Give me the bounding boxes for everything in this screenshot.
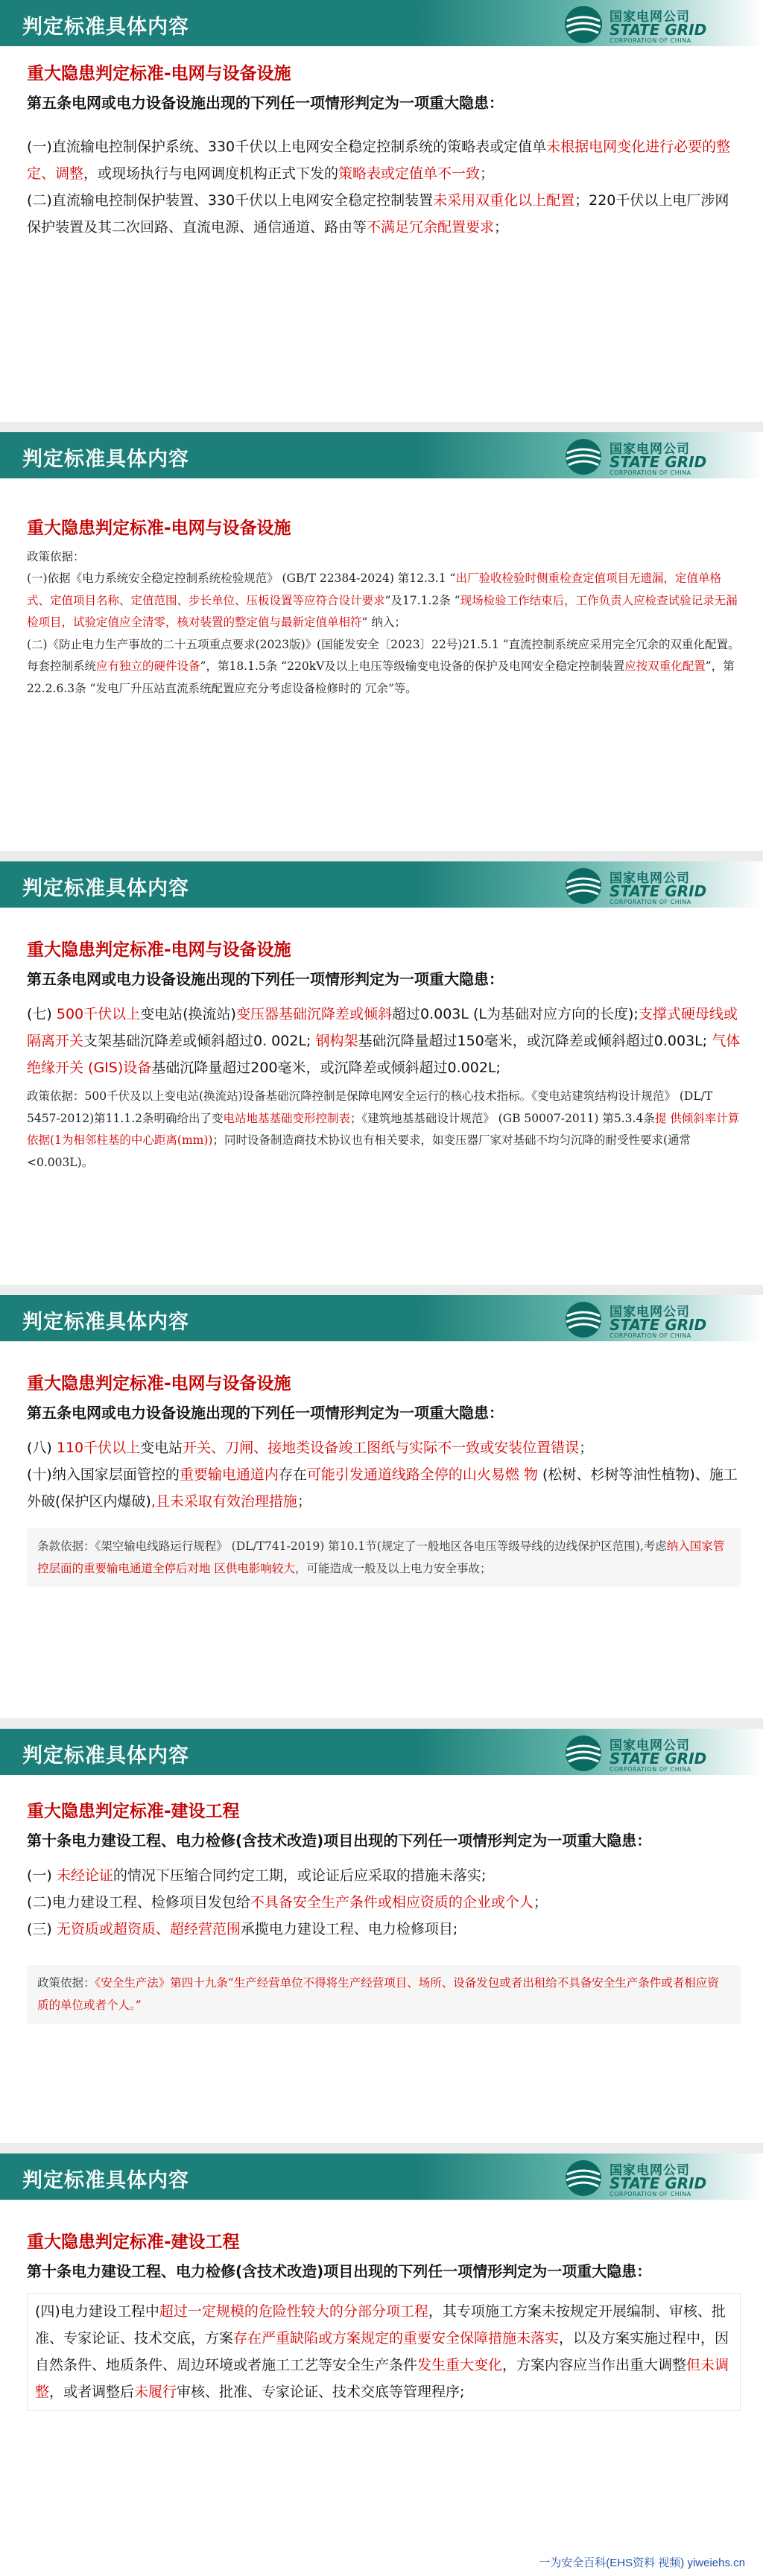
logo-en: STATE GRID	[610, 21, 707, 39]
logo-cn: 国家电网公司	[610, 871, 690, 886]
logo-cn: 国家电网公司	[610, 1738, 690, 1753]
header-title: 判定标准具体内容	[22, 1311, 189, 1334]
slide-6-content	[27, 2228, 741, 2411]
highlight: 开关、刀闸、接地类设备竣工图纸与实际不一致或安装位置错误	[183, 1440, 580, 1456]
section-heading: 重大隐患判定标准-电网与设备设施	[27, 64, 291, 83]
text: 承揽电力建设工程、电力检修项目;	[240, 1921, 458, 1938]
header-title: 判定标准具体内容	[22, 2169, 189, 2192]
highlight: 策略表或定值单不一致	[338, 165, 481, 183]
text: ；同时设备制造商技术协议也有相关要求，如变压器厂家对基础不均匀沉降的耐受性要求(通常<0.003L)。	[27, 1133, 691, 1169]
logo-en: STATE GRID	[610, 882, 707, 900]
clause-4	[27, 2293, 741, 2411]
text: ；	[533, 1894, 548, 1911]
highlight: 出厂验收检验时侧重检查定值项目无遗漏，定值单格式、定值项目名称、定值范围、步长单位、压板设置等应符合设计要求	[27, 572, 721, 607]
text: ，方案内容应当作出重大调整	[502, 2357, 687, 2374]
header-title: 判定标准具体内容	[22, 877, 189, 900]
slide-5-content	[27, 1797, 741, 2024]
clause-3	[27, 1916, 741, 1943]
text: 支架基础沉降差或倾斜超过0. 002L;	[83, 1033, 316, 1050]
text: 变电站	[140, 1440, 183, 1456]
text: (二)直流输电控制保护装置、330千伏以上电网安全稳定控制装置	[27, 192, 434, 209]
clause-7	[27, 1001, 741, 1081]
section-subheading: 第五条电网或电力设备设施出现的下列任一项情形判定为一项重大隐患：	[27, 970, 504, 988]
text: 存在	[278, 1466, 307, 1484]
text: ，其专项施工方案未按规定开展编制、审核、批准、专家论证、技术交底，方案	[35, 2303, 726, 2347]
clause-1	[27, 1862, 741, 1889]
highlight: 提 供倾斜率计算依据(1为相邻柱基的中心距离(mm))	[27, 1111, 740, 1148]
highlight: 《安全生产法》第四十九条“生产经营单位不得将生产经营项目、场所、设备发包或者出租给不具备安全生产条件或者相应资质的单位或者个人。”	[37, 1976, 719, 2012]
footer-watermark: 一为安全百科(EHS资料 视频) yiweiehs.cn	[539, 2557, 745, 2569]
slide-2-content	[27, 514, 741, 700]
highlight: 应按双重化配置	[624, 659, 706, 674]
section-subheading: 第十条电力建设工程、电力检修(含技术改造)项目出现的下列任一项情形判定为一项重大隐患：	[27, 2262, 652, 2280]
logo	[563, 866, 742, 909]
text: (一)依据《电力系统安全稳定控制系统检验规范》 (GB/T 22384-2024) 第12.3.1 “	[27, 572, 456, 586]
clause-10	[27, 1461, 741, 1515]
text: (二)《防止电力生产事故的二十五项重点要求(2023版)》(国能发安全〔2023〕22号)21.5.1 “直流控制系统应采用完全冗余的双重化配置。每套控制系统	[27, 637, 740, 674]
highlight: 现场检验工作结束后，工作负责人应检查试验记录无漏检项目，试验定值应全清零，核对装置的整定值与最新定值单相符	[27, 593, 738, 630]
text: ”及17.1.2条 “	[384, 593, 460, 607]
slide-divider	[0, 851, 763, 861]
text: (八)	[27, 1440, 57, 1456]
text: 政策依据：	[37, 1976, 95, 1990]
slide-4-content	[27, 1370, 741, 1587]
highlight: 钢构架	[315, 1033, 358, 1050]
logo	[563, 1733, 742, 1776]
basis-2	[27, 634, 741, 700]
state-grid-globe-icon	[563, 437, 604, 477]
state-grid-globe-icon	[563, 1733, 604, 1773]
highlight: ,且未采取有效治理措施	[151, 1493, 297, 1510]
text: 基础沉降量超过200毫米，或沉降差或倾斜超过0.002L;	[151, 1060, 501, 1077]
slide-5	[0, 1729, 763, 2143]
text: (一)	[27, 1867, 57, 1884]
text: 审核、批准、专家论证、技术交底等管理程序;	[177, 2384, 465, 2401]
section-heading: 重大隐患判定标准-建设工程	[27, 1802, 240, 1821]
basis-1	[27, 568, 741, 633]
logo-cn: 国家电网公司	[610, 2163, 690, 2178]
section-heading: 重大隐患判定标准-建设工程	[27, 2232, 240, 2252]
highlight: 110千伏以上	[56, 1440, 141, 1456]
text: (三)	[27, 1921, 57, 1938]
basis	[27, 1086, 741, 1174]
clause-2	[27, 187, 741, 241]
logo-sub: CORPORATION OF CHINA	[610, 37, 691, 44]
basis	[27, 1528, 741, 1587]
section-heading: 重大隐患判定标准-电网与设备设施	[27, 519, 291, 538]
text: 基础沉降量超过150毫米，或沉降差或倾斜超过0.003L;	[358, 1033, 712, 1050]
state-grid-globe-icon	[563, 2158, 604, 2198]
logo-cn: 国家电网公司	[610, 442, 690, 457]
section-heading: 重大隐患判定标准-电网与设备设施	[27, 1374, 291, 1393]
state-grid-globe-icon	[563, 1300, 604, 1340]
slide-6	[0, 2153, 763, 2576]
text: (二)电力建设工程、检修项目发包给	[27, 1894, 250, 1911]
text: ，以及方案实施过程中，因自然条件、地质条件、周边环境或者施工工艺等安全生产条件	[35, 2330, 729, 2374]
logo-sub: CORPORATION OF CHINA	[610, 469, 691, 476]
header-title: 判定标准具体内容	[22, 448, 189, 471]
highlight: 但未调整	[35, 2357, 729, 2401]
basis-label: 政策依据：	[27, 550, 85, 563]
section-heading: 重大隐患判定标准-电网与设备设施	[27, 940, 291, 960]
state-grid-globe-icon	[563, 866, 604, 906]
text: ；	[297, 1493, 311, 1510]
text: (松树、杉树等油性植物)、施工外破(保护区内爆破)	[27, 1466, 738, 1510]
slide-divider	[0, 422, 763, 432]
header-title: 判定标准具体内容	[22, 1744, 189, 1768]
highlight: 未采用双重化以上配置	[433, 192, 575, 209]
highlight: 变压器基础沉降差或倾斜	[235, 1006, 392, 1022]
highlight: 未根据电网变化进行必要的整定、调整	[27, 139, 731, 183]
highlight: 应有独立的硬件设备	[96, 659, 200, 674]
section-subheading: 第十条电力建设工程、电力检修(含技术改造)项目出现的下列任一项情形判定为一项重大隐患：	[27, 1832, 652, 1849]
text: 的情况下压缩合同约定工期，或论证后应采取的措施未落实;	[113, 1867, 487, 1884]
text: ，或现场执行与电网调度机构正式下发的	[83, 165, 339, 183]
slide-3	[0, 861, 763, 1285]
highlight: 无资质或超资质、超经营范围	[56, 1921, 241, 1938]
state-grid-globe-icon	[563, 4, 604, 45]
highlight: 纳入国家管控层面的重要输电通道全停后对地 区供电影响较大	[37, 1539, 725, 1575]
clause-2	[27, 1889, 741, 1916]
highlight: 气体绝缘开关 (GIS)设备	[27, 1033, 741, 1077]
text: ，或者调整后	[49, 2384, 135, 2401]
logo	[563, 437, 742, 480]
logo-en: STATE GRID	[610, 1750, 707, 1768]
slide-divider	[0, 1718, 763, 1729]
section-subheading: 第五条电网或电力设备设施出现的下列任一项情形判定为一项重大隐患：	[27, 1404, 504, 1422]
highlight: 存在严重缺陷或方案规定的重要安全保障措施未落实	[233, 2330, 560, 2347]
basis	[27, 1965, 741, 2024]
text: (一)直流输电控制保护系统、330千伏以上电网安全稳定控制系统的策略表或定值单	[27, 139, 547, 155]
text: ” 纳入；	[361, 615, 406, 630]
header-title: 判定标准具体内容	[22, 16, 189, 39]
highlight: 未经论证	[56, 1867, 113, 1884]
logo-cn: 国家电网公司	[610, 10, 690, 25]
slide-3-content	[27, 936, 741, 1174]
highlight: 500千伏以上	[56, 1006, 141, 1022]
clause-1	[27, 133, 741, 187]
text: ”，第18.1.5条 “220kV及以上电压等级输变电设备的保护及电网安全稳定控制装置	[200, 659, 625, 674]
text: ；220千伏以上电厂涉网保护装置及其二次回路、直流电源、通信通道、路由等	[27, 192, 729, 236]
logo-cn: 国家电网公司	[610, 1305, 690, 1320]
logo-en: STATE GRID	[610, 453, 707, 471]
logo	[563, 1300, 742, 1343]
logo-sub: CORPORATION OF CHINA	[610, 2191, 691, 2197]
slide-1	[0, 0, 763, 422]
highlight: 超过一定规模的危险性较大的分部分项工程	[159, 2303, 428, 2320]
text: (四)电力建设工程中	[35, 2303, 159, 2320]
text: 条款依据：《架空输电线路运行规程》 (DL/T741-2019) 第10.1节(规定了一般地区各电压等级导线的边线保护区范围),考虑	[37, 1539, 667, 1554]
text: ；	[494, 219, 509, 236]
text: (七)	[27, 1006, 57, 1022]
text: ；	[579, 1440, 594, 1456]
logo-en: STATE GRID	[610, 1316, 707, 1334]
text: ；	[480, 165, 495, 183]
slide-2	[0, 432, 763, 851]
text: ；《建筑地基基础设计规范》 (GB 50007-2011) 第5.3.4条	[350, 1111, 655, 1125]
text: (十)纳入国家层面管控的	[27, 1466, 180, 1484]
highlight: 未履行	[134, 2384, 177, 2401]
text: 政策依据：500千伏及以上变电站(换流站)设备基础沉降控制是保障电网安全运行的核心技术指标。《变电站建筑结构设计规范》 (DL/T 5457-2012)第11.1.2条明确给出了变	[27, 1089, 713, 1125]
section-subheading: 第五条电网或电力设备设施出现的下列任一项情形判定为一项重大隐患：	[27, 94, 504, 112]
text: ，可能造成一般及以上电力安全事故；	[294, 1561, 492, 1575]
text: ”，第22.2.6.3条 “发电厂升压站直流系统配置应充分考虑设备检修时的 冗余”等。	[27, 659, 735, 695]
highlight: 电站地基基础变形控制表	[223, 1111, 350, 1125]
highlight: 发生重大变化	[417, 2357, 503, 2374]
logo-sub: CORPORATION OF CHINA	[610, 1766, 691, 1773]
highlight: 不具备安全生产条件或相应资质的企业或个人	[250, 1894, 534, 1911]
highlight: 可能引发通道线路全停的山火易燃 物	[306, 1466, 538, 1484]
highlight: 重要输电通道内	[179, 1466, 279, 1484]
logo-sub: CORPORATION OF CHINA	[610, 1332, 691, 1339]
logo-en: STATE GRID	[610, 2174, 707, 2192]
logo	[563, 2158, 742, 2201]
slide-divider	[0, 2143, 763, 2153]
clause-8	[27, 1434, 741, 1461]
slide-divider	[0, 1285, 763, 1295]
highlight: 支撑式硬母线或隔离开关	[27, 1006, 738, 1050]
text: 超过0.003L (L为基础对应方向的长度);	[391, 1006, 639, 1022]
slide-4	[0, 1295, 763, 1718]
highlight: 不满足冗余配置要求	[367, 219, 495, 236]
logo	[563, 4, 742, 48]
text: 变电站(换流站)	[140, 1006, 236, 1022]
slide-1-content	[27, 60, 741, 241]
logo-sub: CORPORATION OF CHINA	[610, 899, 691, 905]
